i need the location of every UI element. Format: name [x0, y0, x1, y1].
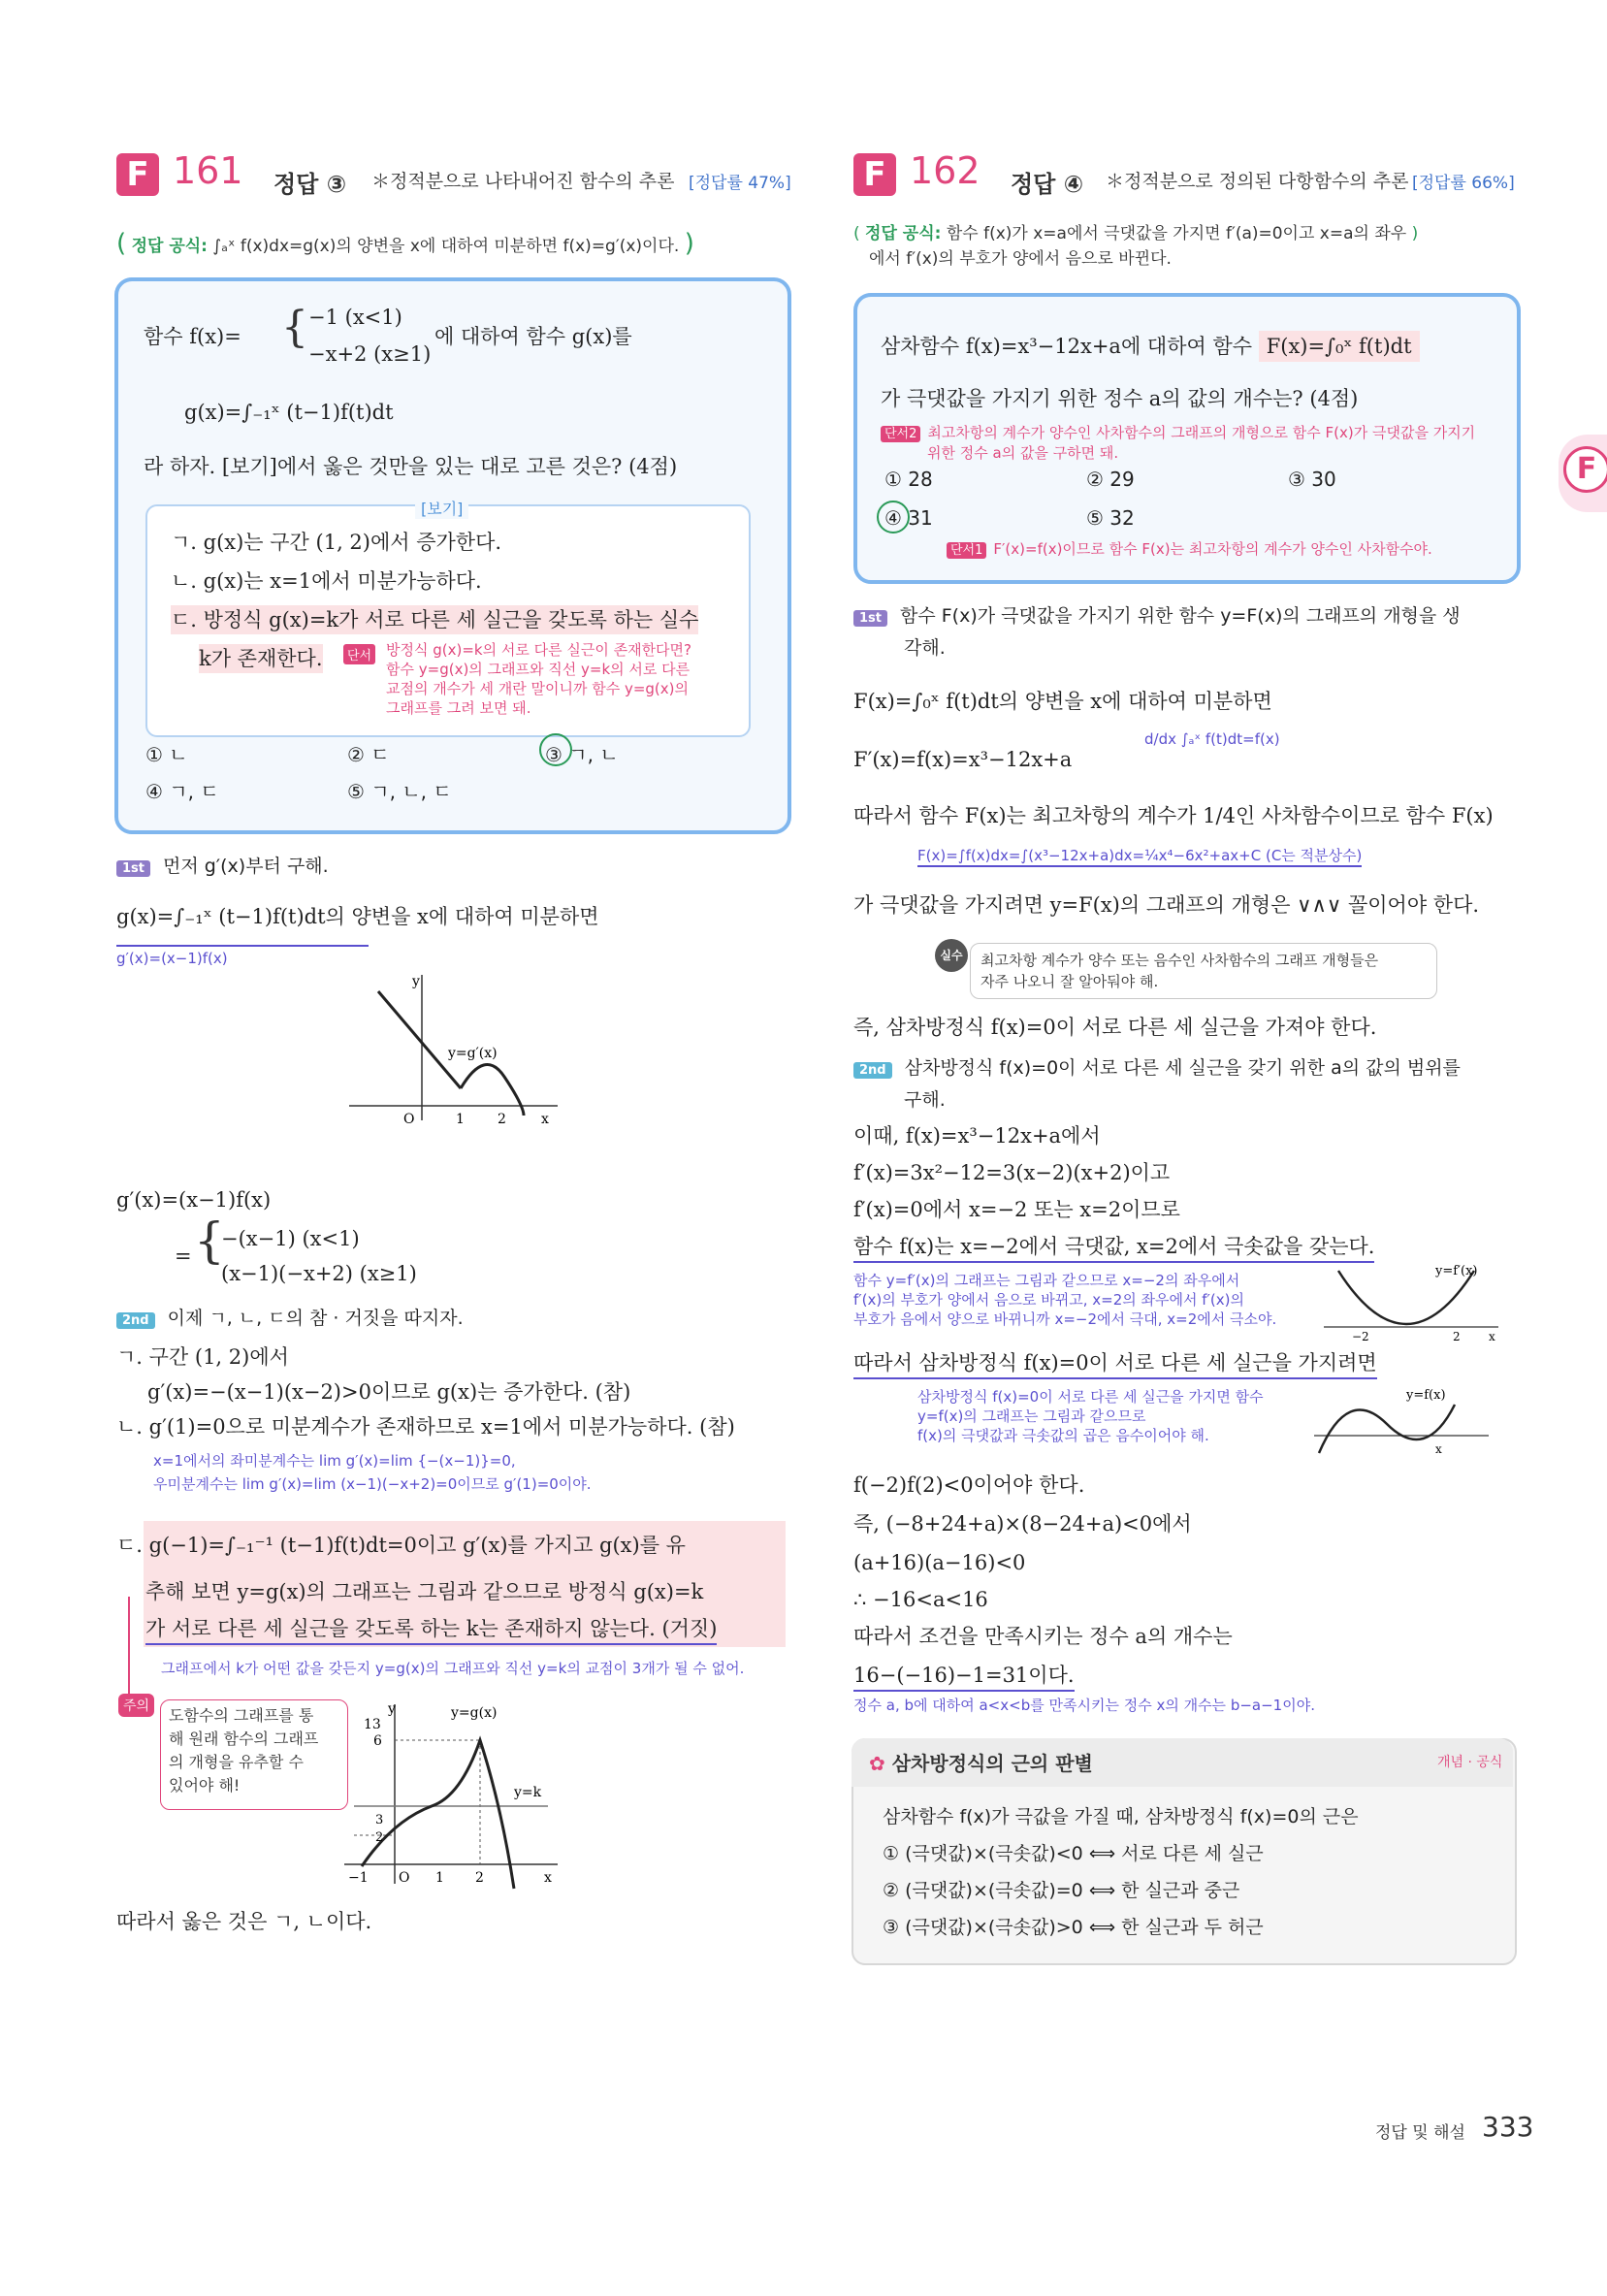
equals-sign: =	[175, 1245, 192, 1268]
bogi-item-c-1: ㄷ. 방정식 g(x)=k가 서로 다른 세 실근을 갖도록 하는 실수	[171, 605, 698, 634]
deriv-line-1: g′(x)=(x−1)f(x)	[116, 1188, 272, 1212]
step-1-line: g(x)=∫₋₁ˣ (t−1)f(t)dt의 양변을 x에 대하여 미분하면	[116, 905, 599, 928]
svg-text:−1: −1	[348, 1870, 369, 1886]
footer-label: 정답 및 해설	[1375, 2123, 1465, 2143]
svg-text:x: x	[1489, 1330, 1495, 1342]
f-line-1: 이때, f(x)=x³−12x+a에서	[853, 1124, 1101, 1148]
svg-text:x: x	[544, 1870, 552, 1886]
problem-badge: F	[116, 153, 159, 196]
choice-162-4-correct[interactable]: ④ 31	[884, 506, 933, 530]
svg-text:y=f(x): y=f(x)	[1406, 1388, 1446, 1403]
f-line-5-note: 삼차방정식 f(x)=0이 서로 다른 세 실근을 가지면 함수 y=f(x)의 그래프는 그림과 같으므로 f(x)의 극댓값과 극솟값의 곱은 음수이어야 해.	[917, 1388, 1264, 1444]
brace-symbol-2: {	[194, 1213, 225, 1269]
choice-162-5[interactable]: ⑤ 32	[1086, 506, 1135, 530]
piece-1: −1 (x<1)	[308, 306, 402, 329]
tip-box: 최고차항 계수가 양수 또는 음수인 사차함수의 그래프 개형들은 자주 나오니 잘 알아둬야 해.	[970, 943, 1437, 999]
answer-label-162: 정답 ④	[1011, 171, 1084, 198]
item-b-line: ㄴ. g′(1)=0으로 미분계수가 존재하므로 x=1에서 미분가능하다. (참)	[116, 1415, 735, 1439]
f-line-11-note: 정수 a, b에 대하여 a<x<b를 만족시키는 정수 x의 개수는 b−a−1이야.	[853, 1697, 1315, 1714]
piece-2: −x+2 (x≥1)	[308, 342, 432, 366]
conclusion-161: 따라서 옳은 것은 ㄱ, ㄴ이다.	[116, 1910, 372, 1933]
choice-3-correct[interactable]: ③ ㄱ, ㄴ	[545, 743, 619, 766]
svg-text:y=f′(x): y=f′(x)	[1435, 1264, 1478, 1278]
question-line-1: 함수 f(x)=	[144, 325, 241, 348]
choice-5[interactable]: ⑤ ㄱ, ㄴ, ㄷ	[347, 780, 452, 803]
key-formula-162: ( 정답 공식: 함수 f(x)가 x=a에서 극댓값을 가지면 f′(a)=0이고 x=a의 좌우 ) 에서 f′(x)의 부호가 양에서 음으로 바뀐다.	[853, 224, 1419, 269]
svg-text:1: 1	[456, 1112, 465, 1125]
step-2-title: 이제 ㄱ, ㄴ, ㄷ의 참 · 거짓을 따지자.	[167, 1308, 464, 1329]
g-definition: g(x)=∫₋₁ˣ (t−1)f(t)dt	[184, 401, 394, 424]
problem-number-162: 162	[910, 149, 980, 192]
choice-162-2[interactable]: ② 29	[1086, 468, 1135, 491]
svg-text:2: 2	[475, 1870, 484, 1886]
svg-text:O: O	[399, 1870, 410, 1886]
item-c-line-1: ㄷ. g(−1)=∫₋₁⁻¹ (t−1)f(t)dt=0이고 g′(x)를 가지고 g(x)를 유	[116, 1534, 686, 1557]
bogi-title: [보기]	[415, 497, 468, 519]
reference-item-2: ② (극댓값)×(극솟값)=0 ⟺ 한 실근과 중근	[883, 1880, 1240, 1901]
hint-tag: 단서	[343, 644, 375, 664]
step-162-line-3-note: F(x)=∫f(x)dx=∫(x³−12x+a)dx=¼x⁴−6x²+ax+C (C는 적분상수)	[917, 846, 1362, 867]
chapter-tab-letter: F	[1563, 446, 1607, 493]
reference-tag: 개념 · 공식	[1437, 1755, 1503, 1770]
svg-text:O: O	[403, 1112, 415, 1125]
question-line-1b: 에 대하여 함수 g(x)를	[434, 325, 632, 348]
page-number: 333	[1482, 2111, 1534, 2143]
step-162-line-4: 가 극댓값을 가지려면 y=F(x)의 그래프의 개형은 ∨∧∨ 꼴이어야 한다.	[853, 893, 1480, 917]
answer-label: 정답 ③	[273, 171, 347, 198]
f-line-8: (a+16)(a−16)<0	[853, 1551, 1026, 1574]
step-162-line-1-note: d/dx ∫ₐˣ f(t)dt=f(x)	[1144, 730, 1280, 748]
brace-symbol: {	[281, 303, 308, 352]
svg-text:y: y	[388, 1701, 396, 1717]
svg-text:2: 2	[1453, 1330, 1461, 1342]
bogi-item-a: ㄱ. g(x)는 구간 (1, 2)에서 증가한다.	[171, 531, 502, 554]
svg-text:2: 2	[375, 1830, 384, 1845]
f-line-6: f(−2)f(2)<0이어야 한다.	[853, 1473, 1085, 1497]
choice-2[interactable]: ② ㄷ	[347, 743, 390, 766]
svg-text:3: 3	[375, 1813, 384, 1827]
f-line-5: 따라서 삼차방정식 f(x)=0이 서로 다른 세 실근을 가지려면	[853, 1348, 1377, 1379]
svg-text:y: y	[412, 974, 420, 989]
key-formula: ( 정답 공식: ∫ₐˣ f(x)dx=g(x)의 양변을 x에 대하여 미분하면 f(x)=g′(x)이다. )	[116, 229, 694, 258]
svg-text:x: x	[541, 1112, 549, 1125]
choice-162-3[interactable]: ③ 30	[1288, 468, 1336, 491]
f-line-2: f′(x)=3x²−12=3(x−2)(x+2)이고	[853, 1161, 1171, 1184]
step-162-line-5: 즉, 삼차방정식 f(x)=0이 서로 다른 세 실근을 가져야 한다.	[853, 1016, 1377, 1039]
svg-text:−2: −2	[1352, 1330, 1369, 1342]
svg-text:1: 1	[435, 1870, 444, 1886]
step-162-line-3: 따라서 함수 F(x)는 최고차항의 계수가 1/4인 사차함수이므로 함수 F(x)	[853, 804, 1494, 827]
step-162-line-2: F′(x)=f(x)=x³−12x+a	[853, 748, 1073, 771]
f-line-7: 즉, (−8+24+a)×(8−24+a)<0에서	[853, 1512, 1192, 1536]
step-162-1-tag: 1st	[853, 610, 887, 627]
topic-label-162: ＊정적분으로 정의된 다항함수의 추론	[1106, 171, 1409, 192]
bogi-item-c-2: k가 존재한다.	[199, 644, 323, 673]
choice-4[interactable]: ④ ㄱ, ㄷ	[145, 780, 219, 803]
choice-1[interactable]: ① ㄴ	[145, 743, 188, 766]
reference-item-3: ③ (극댓값)×(극솟값)>0 ⟺ 한 실근과 두 허근	[883, 1917, 1264, 1938]
svg-text:y=k: y=k	[514, 1785, 542, 1800]
graph-g-prime	[339, 970, 562, 1125]
reference-title: ✿ 삼차방정식의 근의 판별	[869, 1752, 1093, 1775]
svg-text:2: 2	[498, 1112, 506, 1125]
svg-text:x: x	[1435, 1442, 1442, 1456]
svg-text:13: 13	[364, 1717, 381, 1732]
step-162-line-1: F(x)=∫₀ˣ f(t)dt의 양변을 x에 대하여 미분하면	[853, 690, 1272, 713]
hint-2: 단서2 최고차항의 계수가 양수인 사차함수의 그래프의 개형으로 함수 F(x)가 극댓값을 가지기 위한 정수 a의 값을 구하면 돼.	[881, 419, 1475, 463]
graph-f	[1309, 1385, 1494, 1467]
choice-162-1[interactable]: ① 28	[884, 468, 933, 491]
accuracy-rate-162: [정답률 66%]	[1412, 174, 1515, 193]
problem-badge-162: F	[853, 153, 896, 196]
svg-text:y=g(x): y=g(x)	[451, 1705, 498, 1721]
item-c-note: 그래프에서 k가 어떤 값을 갖든지 y=g(x)의 그래프와 직선 y=k의 교점이 3개가 될 수 없어.	[161, 1660, 745, 1677]
item-a-line-2: g′(x)=−(x−1)(x−2)>0이므로 g(x)는 증가한다. (참)	[147, 1380, 631, 1404]
step-162-2-header: 2nd 삼차방정식 f(x)=0이 서로 다른 세 실근을 갖기 위한 a의 값의 범위를 구해.	[853, 1053, 1523, 1112]
deriv-piece-2: (x−1)(−x+2) (x≥1)	[221, 1262, 417, 1285]
tip-tag: 실수	[935, 939, 968, 972]
svg-text:y=g′(x): y=g′(x)	[448, 1046, 498, 1061]
question-162-line-1: 삼차함수 f(x)=x³−12x+a에 대하여 함수 F(x)=∫₀ˣ f(t)dt	[881, 332, 1420, 361]
step-1-tag: 1st	[116, 860, 150, 877]
warn-connector	[128, 1597, 130, 1694]
deriv-piece-1: −(x−1) (x<1)	[221, 1227, 360, 1250]
graph-f-prime	[1319, 1261, 1503, 1342]
hint-note: 방정식 g(x)=k의 서로 다른 실근이 존재한다면? 함수 y=g(x)의 그래프와 직선 y=k의 서로 다른 교점의 개수가 세 개란 말이니까 함수 y=g(x)의 그래프를 그려 보면 돼.	[386, 641, 692, 717]
step-162-2-tag: 2nd	[853, 1062, 892, 1079]
question-line-3: 라 하자. [보기]에서 옳은 것만을 있는 대로 고른 것은? (4점)	[144, 455, 678, 478]
step-1-title: 먼저 g′(x)부터 구해.	[163, 856, 329, 877]
problem-number: 161	[173, 149, 243, 192]
warning-tag: 주의	[118, 1694, 154, 1717]
f-line-10: 따라서 조건을 만족시키는 정수 a의 개수는	[853, 1625, 1233, 1648]
item-c-line-2: 추해 보면 y=g(x)의 그래프는 그림과 같으므로 방정식 g(x)=k	[145, 1580, 704, 1603]
f-line-9: ∴ −16<a<16	[853, 1588, 988, 1611]
f-line-3: f′(x)=0에서 x=−2 또는 x=2이므로	[853, 1198, 1180, 1221]
graph-g	[335, 1699, 567, 1893]
item-a-line-1: ㄱ. 구간 (1, 2)에서	[116, 1345, 289, 1369]
hint-1: 단서1 F′(x)=f(x)이므로 함수 F(x)는 최고차항의 계수가 양수인 사차함수야.	[947, 535, 1432, 560]
f-line-4: 함수 f(x)는 x=−2에서 극댓값, x=2에서 극솟값을 갖는다.	[853, 1232, 1374, 1263]
correct-answer-mark-162	[877, 501, 910, 534]
f-line-4-note: 함수 y=f′(x)의 그래프는 그림과 같으므로 x=−2의 좌우에서 f′(x)의 부호가 양에서 음으로 바뀌고, x=2의 좌우에서 f′(x)의 부호가 음에서 양으로 바뀌니까 x=−2에서 극대, x=2에서 극소야.	[853, 1272, 1277, 1328]
reference-intro: 삼차함수 f(x)가 극값을 가질 때, 삼차방정식 f(x)=0의 근은	[883, 1806, 1359, 1827]
correct-answer-mark	[539, 733, 572, 766]
topic-label: ＊정적분으로 나타내어진 함수의 추론	[371, 171, 675, 192]
svg-text:6: 6	[373, 1733, 382, 1749]
question-162-line-2: 가 극댓값을 가지기 위한 정수 a의 값의 개수는? (4점)	[881, 387, 1359, 410]
bogi-item-b: ㄴ. g(x)는 x=1에서 미분가능하다.	[171, 569, 482, 593]
step-2-header	[116, 1304, 464, 1330]
f-line-11: 16−(−16)−1=31이다.	[853, 1661, 1075, 1692]
step-2-tag: 2nd	[116, 1312, 155, 1329]
item-b-note: x=1에서의 좌미분계수는 lim g′(x)=lim {−(x−1)}=0, 우미분계수는 lim g′(x)=lim (x−1)(−x+2)=0이므로 g′(1)=0이야.	[153, 1452, 592, 1493]
step-1-header	[116, 852, 329, 878]
accuracy-rate: [정답률 47%]	[689, 174, 791, 193]
warning-box: 도함수의 그래프를 통 해 원래 함수의 그래프 의 개형을 유추할 수 있어야 해!	[160, 1699, 348, 1810]
step-1-note: g′(x)=(x−1)f(x)	[116, 945, 369, 968]
item-c-line-3: 가 서로 다른 세 실근을 갖도록 하는 k는 존재하지 않는다. (거짓)	[145, 1614, 717, 1645]
step-162-1-header: 1st 함수 F(x)가 극댓값을 가지기 위한 함수 y=F(x)의 그래프의 개형을 생 각해.	[853, 601, 1523, 660]
formula-label: 정답 공식:	[131, 237, 208, 256]
formula-text: ∫ₐˣ f(x)dx=g(x)의 양변을 x에 대하여 미분하면 f(x)=g′(x)이다.	[212, 237, 680, 256]
reference-item-1: ① (극댓값)×(극솟값)<0 ⟺ 서로 다른 세 실근	[883, 1843, 1264, 1864]
